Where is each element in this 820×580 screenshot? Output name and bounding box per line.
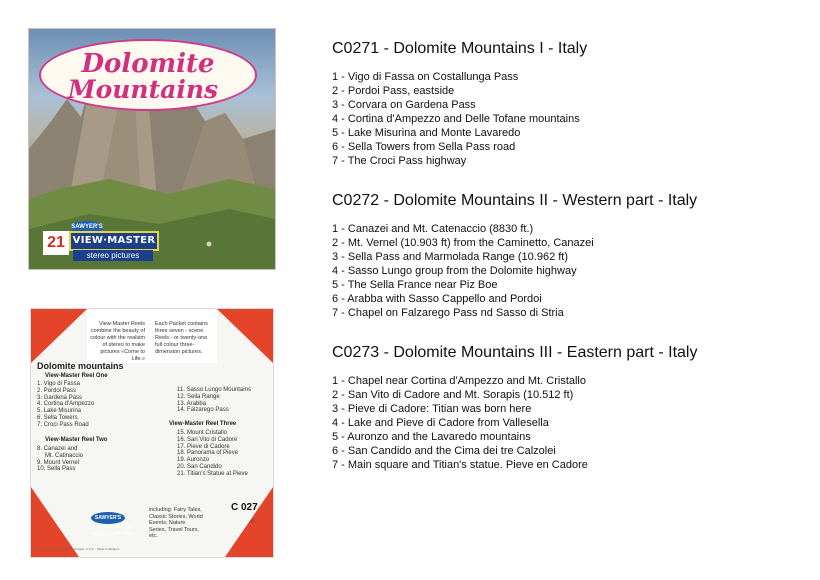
cover-title-line1: Dolomite — [81, 49, 215, 79]
list-item: 2. Pordoi Pass — [37, 387, 77, 394]
intro-text-left: View-Master Reels combine the beauty of colour with the realism of stereo to make pictures «Come to Life.» — [90, 321, 145, 362]
back-cover-image — [30, 308, 274, 558]
list-item: 4 - Sasso Lungo group from the Dolomite highway — [332, 265, 577, 277]
stereo-pictures-label: stereo pictures — [73, 250, 153, 261]
list-item: 7 - Chapel on Falzarego Pass nd Sasso di Stria — [332, 307, 564, 319]
reel-two-continued-list — [177, 387, 251, 414]
list-item: 4. Cortina d'Ampezzo — [37, 401, 95, 408]
see-complete-list-text: See complete list, hundreds of titles, — [91, 524, 135, 537]
list-item: 7 - Main square and Titian's statue. Pieve en Cadore — [332, 459, 588, 471]
list-item: 5 - Auronzo and the Lavaredo mountains — [332, 431, 531, 443]
reel-scene-list — [332, 222, 802, 320]
reel-count-badge: 21 — [43, 231, 69, 255]
list-item: 8. Canazei and — [37, 446, 78, 452]
list-item: 17. Pieve di Cadore — [177, 443, 230, 450]
reel-scene-list — [332, 374, 802, 472]
list-item: 6 - Sella Towers from Sella Pass road — [332, 141, 516, 153]
list-item: 1 - Vigo di Fassa on Costallunga Pass — [332, 71, 519, 83]
reel-heading: C0273 - Dolomite Mountains III - Eastern part - Italy — [332, 344, 698, 361]
list-item: 2 - Pordoi Pass, eastside — [332, 85, 455, 97]
list-item: 7 - The Croci Pass highway — [332, 155, 467, 167]
intro-text-right: Each Packet contains three seven - scene Reels - or twenty-one full colour three-dimension pictures. — [155, 321, 208, 355]
front-cover-image — [28, 28, 276, 270]
list-item: 5 - The Sella France near Piz Boe — [332, 279, 498, 291]
cover-title-oval — [39, 39, 257, 111]
list-item: 2 - Mt. Vernel (10.903 ft) from the Caminetto, Canazei — [332, 237, 594, 249]
reel-one-list — [37, 381, 94, 429]
including-text: including: Fairy Tales, Classic Stories, World Events, Nature Series, Travel Tours, etc. — [149, 507, 203, 539]
packet-code-suffix: E — [251, 519, 256, 525]
list-item: 7. Croci Pass Road — [37, 421, 89, 428]
cover-title-line2: Mountains — [67, 75, 219, 104]
packet-code: C 027 — [231, 502, 258, 513]
list-item: 5 - Lake Misurina and Monte Lavaredo — [332, 127, 521, 139]
list-item: 6 - San Candido and the Cima dei tre Calzolei — [332, 445, 556, 457]
reel-three-label: View-Master Reel Three — [169, 421, 237, 427]
list-item: 19. Auronzo — [177, 457, 210, 464]
list-item: 4 - Lake and Pieve di Cadore from Vallesella — [332, 417, 549, 429]
list-item: 20. San Candido — [177, 463, 222, 470]
list-item: 3 - Sella Pass and Marmolada Range (10.962 ft) — [332, 251, 569, 263]
reel-heading: C0272 - Dolomite Mountains II - Western part - Italy — [332, 192, 698, 209]
list-item: 12. Sella Range — [177, 393, 220, 400]
copyright-fineprint: © Sawyer's Inc. Portland 7, Oregon, U.S.A. · Made in Belgium — [37, 547, 120, 551]
list-item: 3 - Corvara on Gardena Pass — [332, 99, 476, 111]
list-item: 15. Mount Cristallo — [177, 430, 228, 436]
list-item: 21. Titian's Statue at Pieve — [177, 470, 248, 477]
list-item: 10. Sella Pass — [37, 466, 76, 473]
list-item: 3 - Pieve di Cadore: Titian was born here — [332, 403, 532, 415]
reel-two-list — [37, 446, 83, 473]
list-item: 18. Panorama of Pieve — [177, 450, 239, 457]
reel-two-label: View-Master Reel Two — [45, 437, 108, 443]
reel-section-c0272 — [332, 192, 802, 320]
back-cover-title: Dolomite mountains — [37, 361, 124, 371]
reel-heading: C0271 - Dolomite Mountains I - Italy — [332, 40, 588, 57]
reel-scene-list — [332, 70, 802, 168]
reel-one-label: View-Master Reel One — [45, 373, 108, 379]
red-flap-left — [31, 309, 87, 363]
sawyers-logo-back: SAWYER'S — [91, 512, 125, 524]
list-item: 9. Mount Vernel — [37, 459, 80, 466]
reel-section-c0271 — [332, 40, 802, 168]
list-item: 16. San Vito di Cadore — [177, 436, 238, 443]
reel-section-c0273 — [332, 344, 802, 472]
reel-three-list — [177, 430, 248, 478]
list-item: 14. Falzarego Pass — [177, 407, 229, 414]
list-item: 1 - Chapel near Cortina d'Ampezzo and Mt. Cristallo — [332, 375, 586, 387]
list-item: 2 - San Vito di Cadore and Mt. Sorapis (10.512 ft) — [332, 389, 574, 401]
red-flap-right — [217, 309, 273, 363]
view-master-logo: VIEW·MASTER — [69, 231, 159, 251]
list-item: 1. Vigo di Fassa — [37, 381, 80, 387]
list-item: 6. Sella Towers — [37, 414, 78, 421]
list-item: 6 - Arabba with Sasso Cappello and Pordoi — [332, 293, 542, 305]
list-item: 3. Gardena Pass — [37, 394, 83, 401]
list-item: Mt. Catinaccio — [45, 452, 84, 459]
list-item: 5. Lake Misurina — [37, 408, 82, 415]
list-item: 13. Arabba — [177, 400, 207, 407]
list-item: 4 - Cortina d'Ampezzo and Delle Tofane mountains — [332, 113, 580, 125]
sawyers-logo: SAWYER'S — [71, 221, 103, 233]
list-item: 1 - Canazei and Mt. Catenaccio (8830 ft.) — [332, 223, 534, 235]
view-master-badge — [43, 225, 171, 265]
list-item: 11. Sasso Lungo Mountains — [177, 387, 251, 393]
